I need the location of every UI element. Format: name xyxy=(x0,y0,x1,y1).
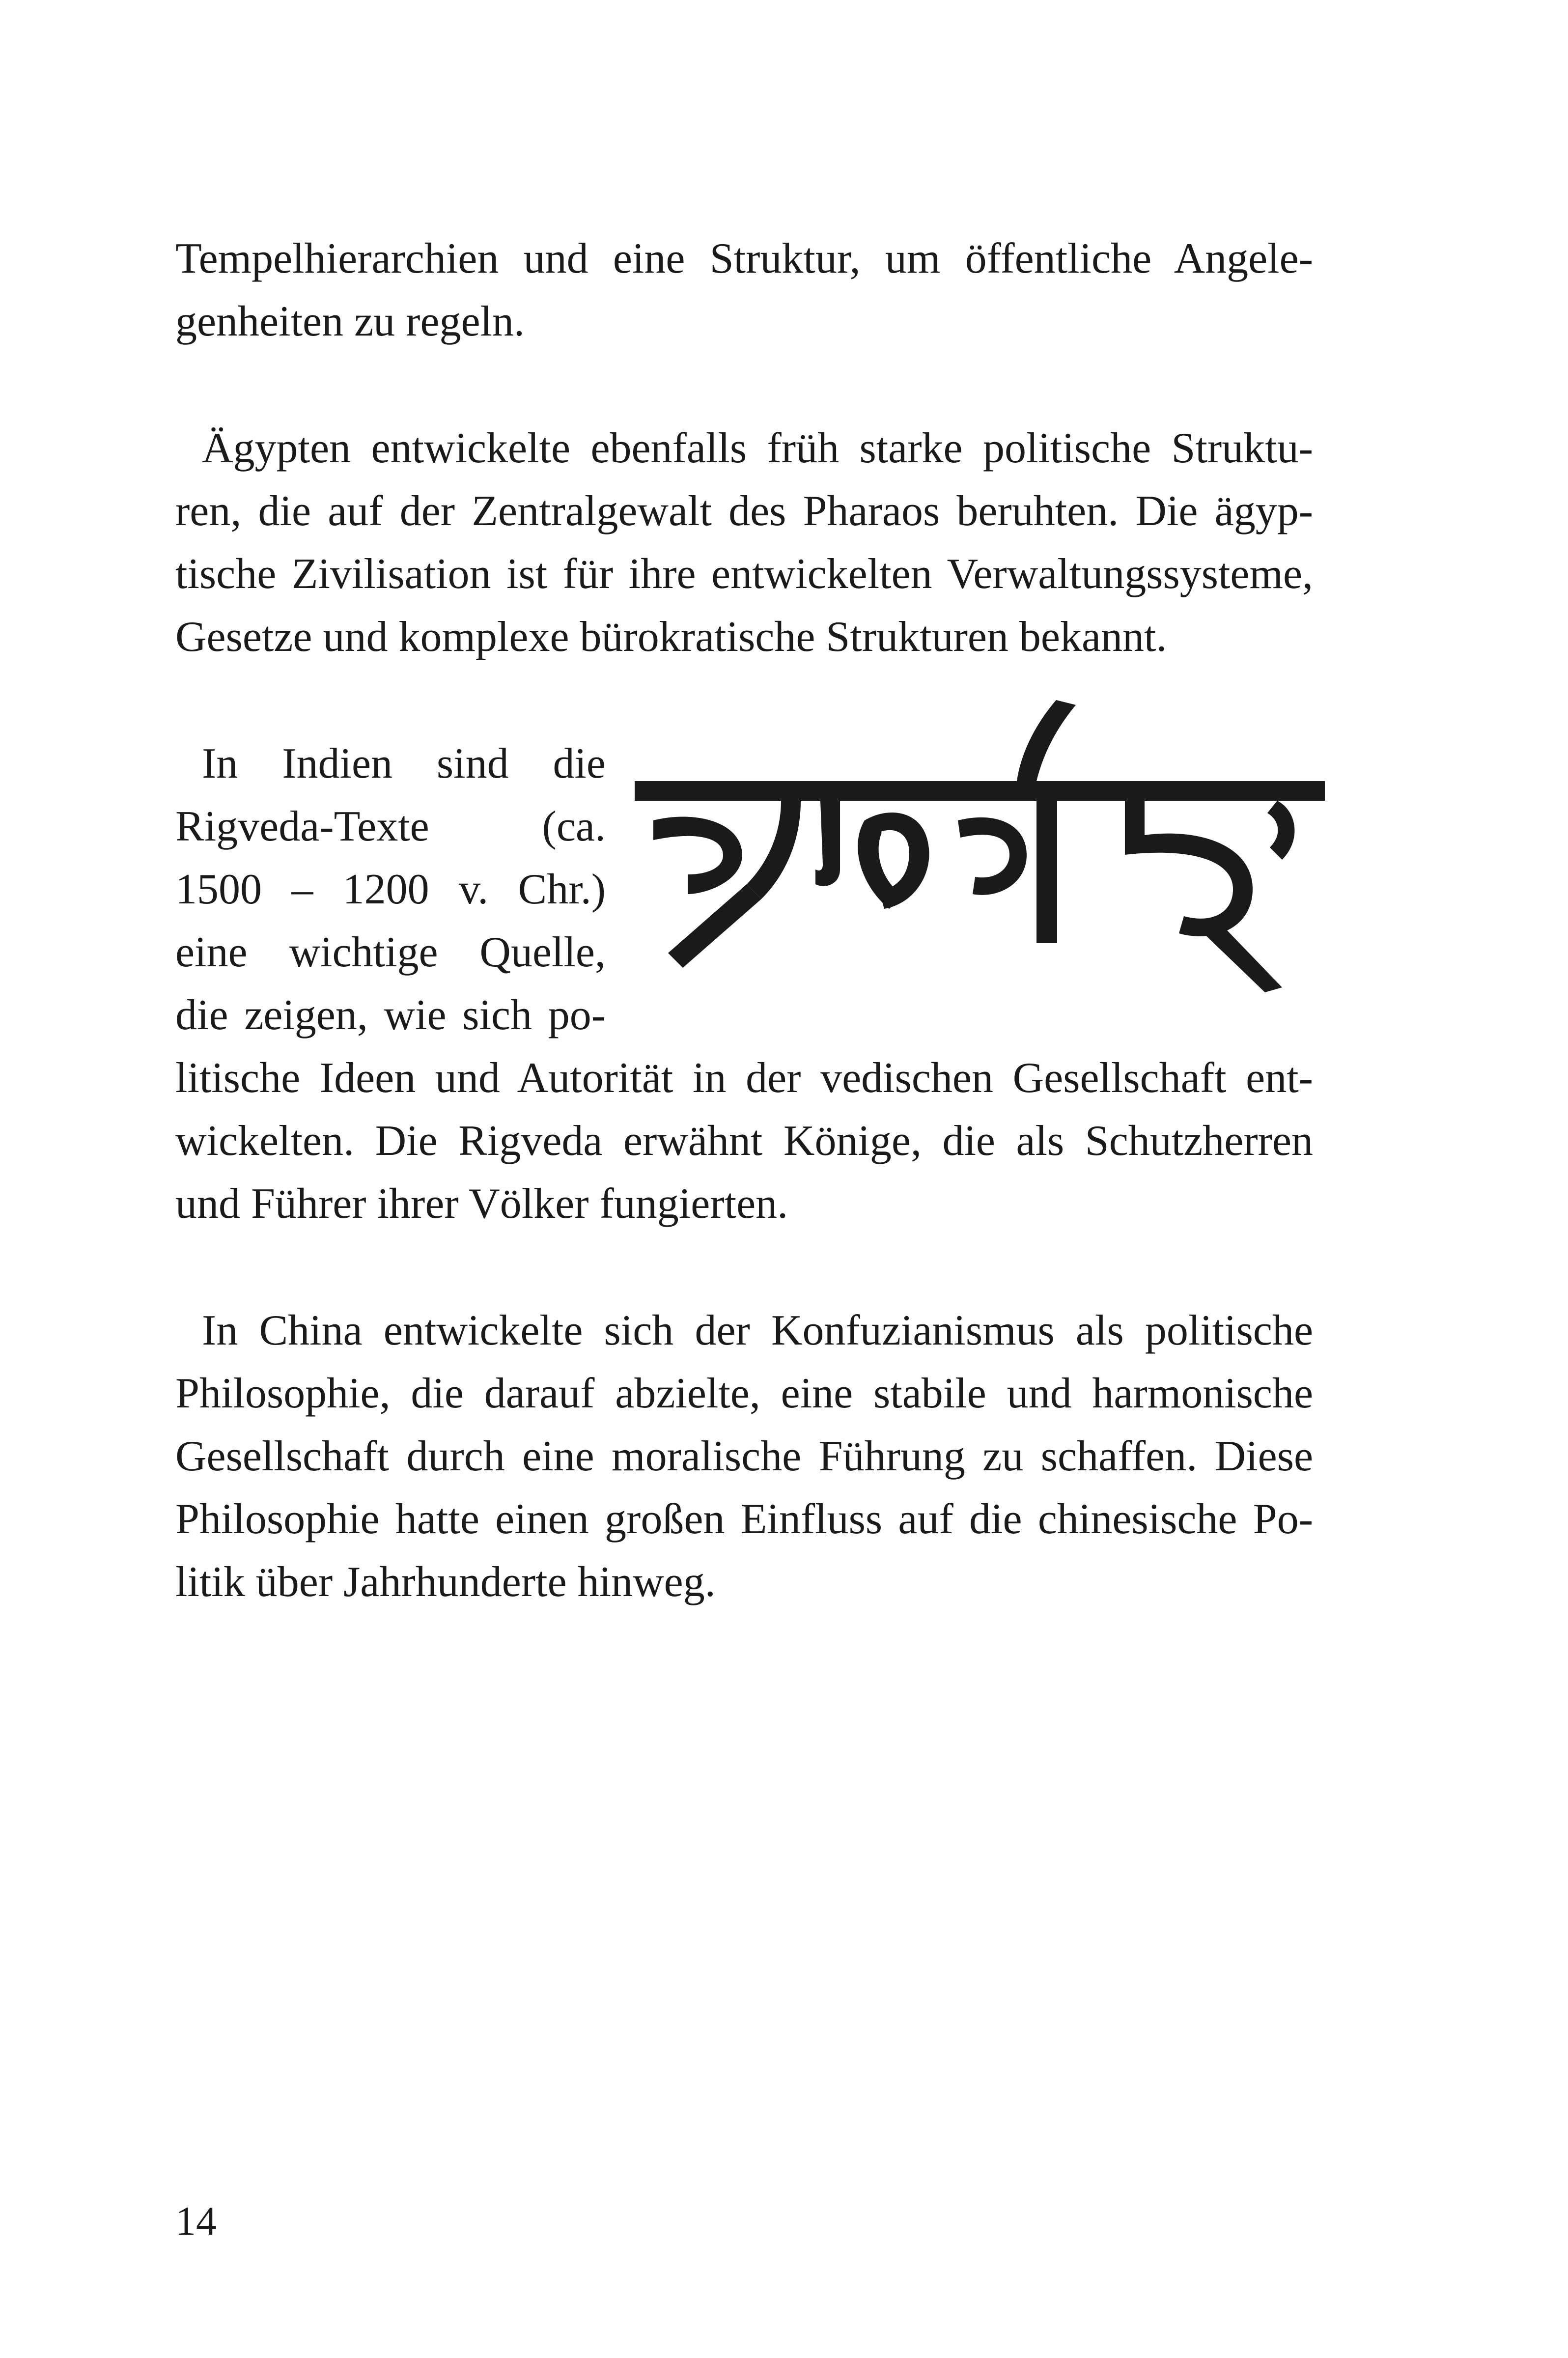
p1-line-1: Tempelhierarchien und eine Struktur, um öffentliche Angele- xyxy=(175,235,1313,282)
p3-line-5: die zeigen, wie sich po- xyxy=(175,991,606,1039)
p3-line-2: Rigveda-Texte (ca. xyxy=(175,803,606,850)
page-number: 14 xyxy=(175,2198,217,2244)
p4-line-1: In China entwickelte sich der Konfuzianismus als politische xyxy=(202,1307,1313,1354)
p2-line-3: tische Zivilisation ist für ihre entwickelten Verwaltungssysteme, xyxy=(175,550,1313,598)
p4-line-2: Philosophie, die darauf abzielte, eine stabile und harmonische xyxy=(175,1370,1313,1417)
p3-line-4: eine wichtige Quelle, xyxy=(175,928,606,976)
p2-line-1: Ägypten entwickelte ebenfalls früh starke politische Struktu- xyxy=(202,424,1313,472)
p4-line-3: Gesellschaft durch eine moralische Führung zu schaffen. Diese xyxy=(175,1432,1313,1480)
p4-line-5: litik über Jahrhunderte hinweg. xyxy=(175,1558,716,1606)
p2-line-4: Gesetze und komplexe bürokratische Strukturen bekannt. xyxy=(175,613,1167,661)
p1-line-2: genheiten zu regeln. xyxy=(175,298,525,345)
p3-line-1: In Indien sind die xyxy=(202,740,606,787)
p3-line-6: litische Ideen und Autorität in der vedischen Gesellschaft ent- xyxy=(175,1054,1313,1102)
p3-line-7: wickelten. Die Rigveda erwähnt Könige, die als Schutzherren xyxy=(175,1117,1313,1165)
rigveda-devanagari-figure xyxy=(634,698,1326,992)
p3-line-3: 1500 – 1200 v. Chr.) xyxy=(175,866,606,913)
p2-line-2: ren, die auf der Zentralgewalt des Pharaos beruhten. Die ägyp- xyxy=(175,487,1313,535)
p4-line-4: Philosophie hatte einen großen Einfluss auf die chinesische Po- xyxy=(175,1495,1313,1543)
p3-line-8: und Führer ihrer Völker fungierten. xyxy=(175,1180,788,1228)
